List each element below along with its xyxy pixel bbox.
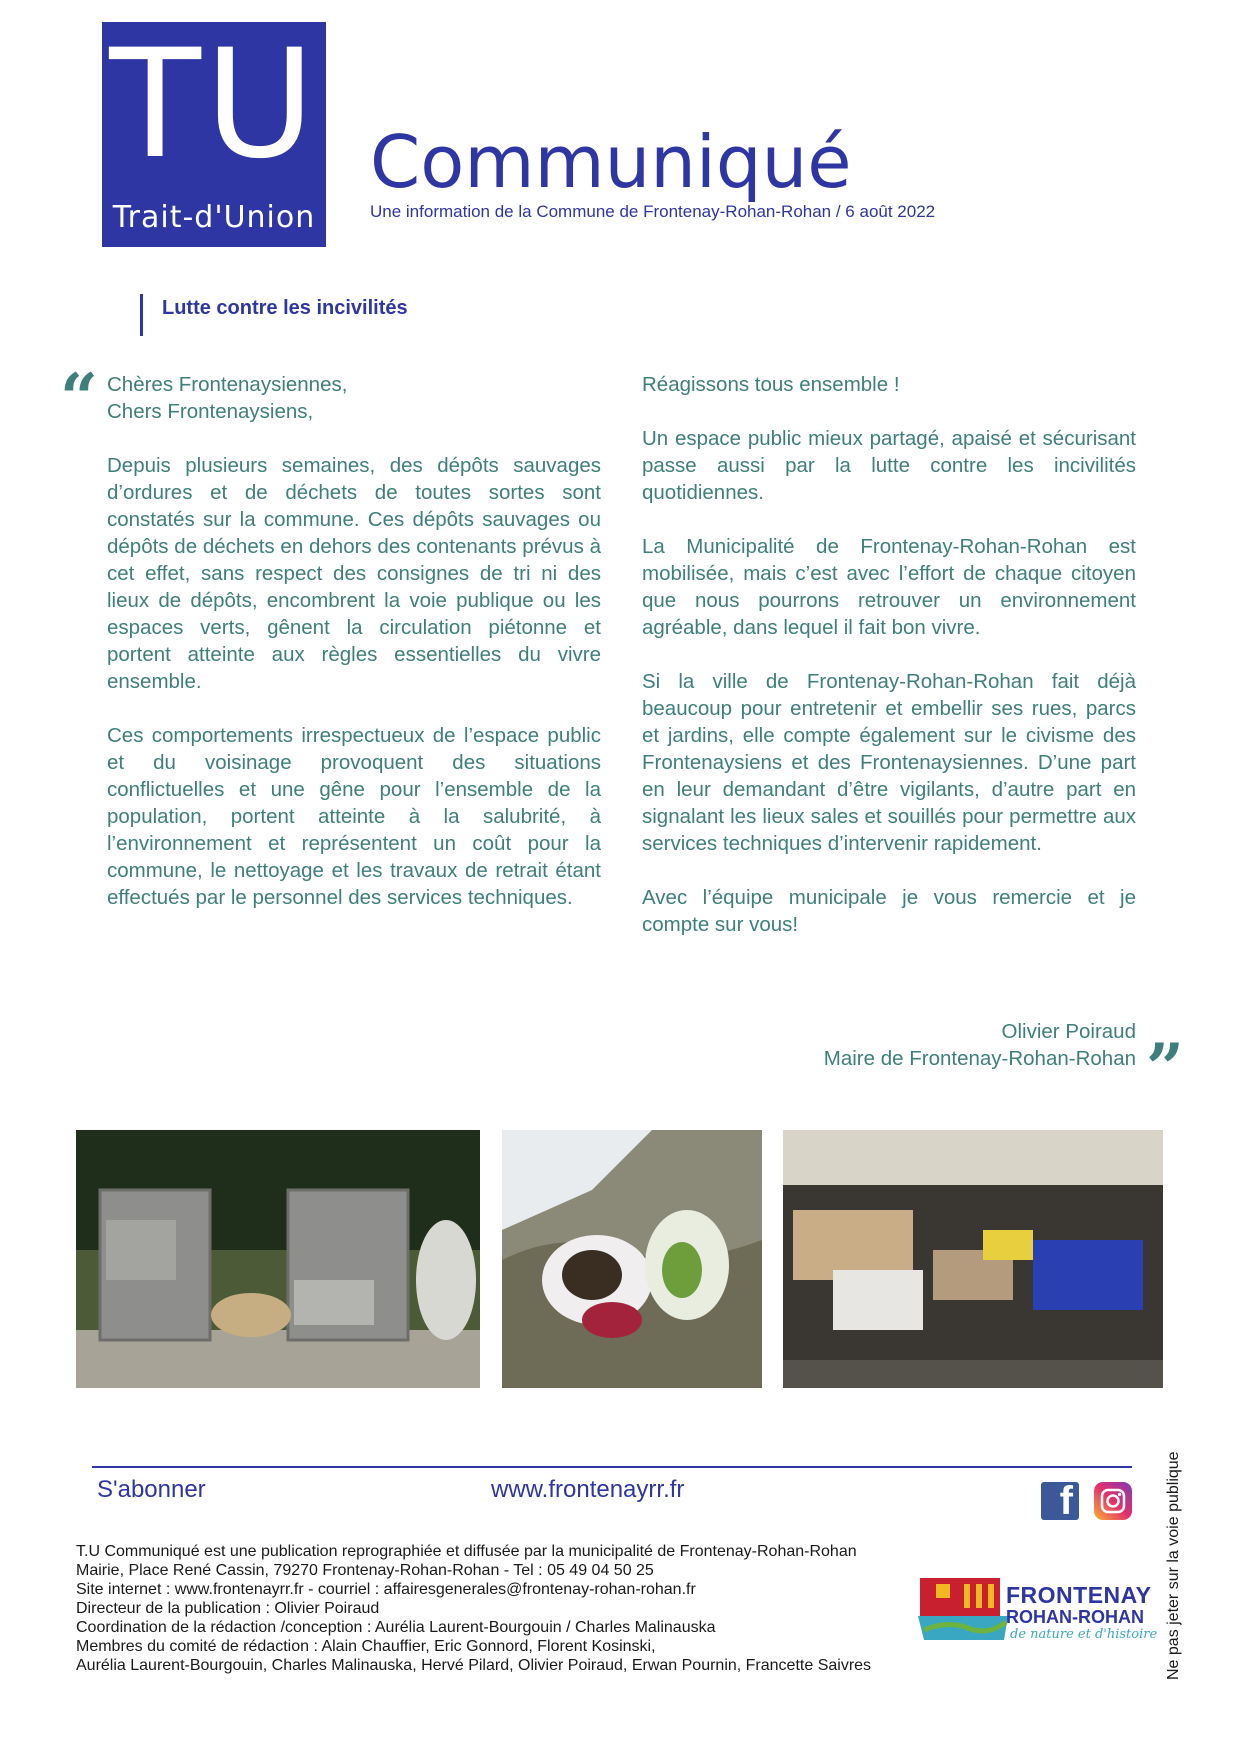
greeting: [107, 371, 601, 425]
signature-name: Olivier Poiraud: [1001, 1020, 1136, 1043]
paragraph: Réagissons tous ensemble !: [642, 373, 900, 396]
colophon-line: Site internet : www.frontenayrr.fr - courriel : affairesgenerales@frontenay-rohan-rohan.fr: [76, 1581, 696, 1598]
logo-letters: TU: [109, 18, 319, 192]
paragraph: Un espace public mieux partagé, apaisé et sécurisant passe aussi par la lutte contre les incivilités quotidiennes.: [642, 427, 1136, 504]
article-column-left: [107, 371, 601, 938]
paragraph: Si la ville de Frontenay-Rohan-Rohan fait déjà beaucoup pour entretenir et embellir ses rues, parcs et jardins, elle compte également sur le civisme des Frontenaysiens et des Frontenaysiennes. D’une part en leur demandant d’être vigilants, d’autre part en signalant les lieux sales et souillés pour permettre aux services techniques d’intervenir rapidement.: [642, 670, 1136, 855]
paragraph: Ces comportements irrespectueux de l’espace public et du voisinage provoquent des situations conflictuelles et une gêne pour l’ensemble de la population, portent atteinte à la salubrité, à l’environnement et représentent un coût pour la commune, le nettoyage et les travaux de retrait étant effectués par le personnel des services techniques.: [107, 724, 601, 909]
open-quote-icon: “: [60, 359, 98, 437]
brand-name-line-2: ROHAN-ROHAN: [1006, 1607, 1144, 1627]
facebook-icon[interactable]: f: [1041, 1482, 1079, 1520]
brand-name-line-1: FRONTENAY: [1006, 1582, 1152, 1608]
colophon-line: T.U Communiqué est une publication reprographiée et diffusée par la municipalité de Frontenay-Rohan-Rohan: [76, 1543, 857, 1560]
signature: [824, 1018, 1136, 1072]
brand-tagline: de nature et d'histoire: [1010, 1627, 1158, 1642]
colophon-line: Membres du comité de rédaction : Alain Chauffier, Eric Gonnord, Florent Kosinski,: [76, 1638, 656, 1655]
greeting-line-2: Chers Frontenaysiens,: [107, 400, 314, 423]
trait-d-union-logo: [102, 18, 326, 247]
article-column-right: [642, 371, 1136, 965]
colophon-line: Coordination de la rédaction /conception : Aurélia Laurent-Bourgouin / Charles Malinauska: [76, 1619, 716, 1636]
page-subtitle: Une information de la Commune de Frontenay-Rohan-Rohan / 6 août 2022: [370, 202, 936, 221]
photo-waste-containers: [76, 1130, 480, 1388]
section-divider: [140, 294, 143, 336]
colophon-line: Aurélia Laurent-Bourgouin, Charles Malinauska, Hervé Pilard, Olivier Poiraud, Erwan Pournin, Francette Saivres: [76, 1657, 872, 1674]
colophon-line: Directeur de la publication : Olivier Poiraud: [76, 1600, 380, 1617]
page-title: Communiqué: [370, 120, 852, 204]
signature-role: Maire de Frontenay-Rohan-Rohan: [823, 1047, 1136, 1070]
subscribe-link[interactable]: S'abonner: [97, 1476, 206, 1503]
close-quote-icon: ”: [1146, 1029, 1184, 1107]
logo-name: Trait-d'Union: [112, 200, 316, 235]
paragraph: Depuis plusieurs semaines, des dépôts sauvages d’ordures et de déchets de toutes sortes sont constatés sur la commune. Ces dépôts sauvages ou dépôts de déchets en dehors des contenants prévus à cet effet, sans respect des consignes de tri ni des lieux de dépôts, encombrent la voie publique ou les espaces verts, gênent la circulation piétonne et portent atteinte aux règles essentielles du vivre ensemble.: [107, 454, 601, 693]
colophon-line: Mairie, Place René Cassin, 79270 Frontenay-Rohan-Rohan - Tel : 05 49 04 50 25: [76, 1562, 654, 1579]
photo-dumpster-waste: [783, 1130, 1163, 1388]
paragraph: La Municipalité de Frontenay-Rohan-Rohan est mobilisée, mais c’est avec l’effort de chaque citoyen que nous pourrons retrouver un environnement agréable, dans lequel il fait bon vivre.: [642, 535, 1136, 639]
website-link[interactable]: www.frontenayrr.fr: [491, 1476, 685, 1503]
greeting-line-1: Chères Frontenaysiennes,: [107, 373, 348, 396]
paragraph: Avec l’équipe municipale je vous remercie et je compte sur vous!: [642, 886, 1136, 936]
litter-notice: Ne pas jeter sur la voie publique: [1165, 1451, 1182, 1680]
photo-abandoned-bags: [502, 1130, 762, 1388]
section-title: Lutte contre les incivilités: [162, 297, 408, 319]
colophon: [76, 1542, 871, 1675]
instagram-icon[interactable]: [1094, 1482, 1132, 1520]
footer-divider: [92, 1466, 1132, 1468]
